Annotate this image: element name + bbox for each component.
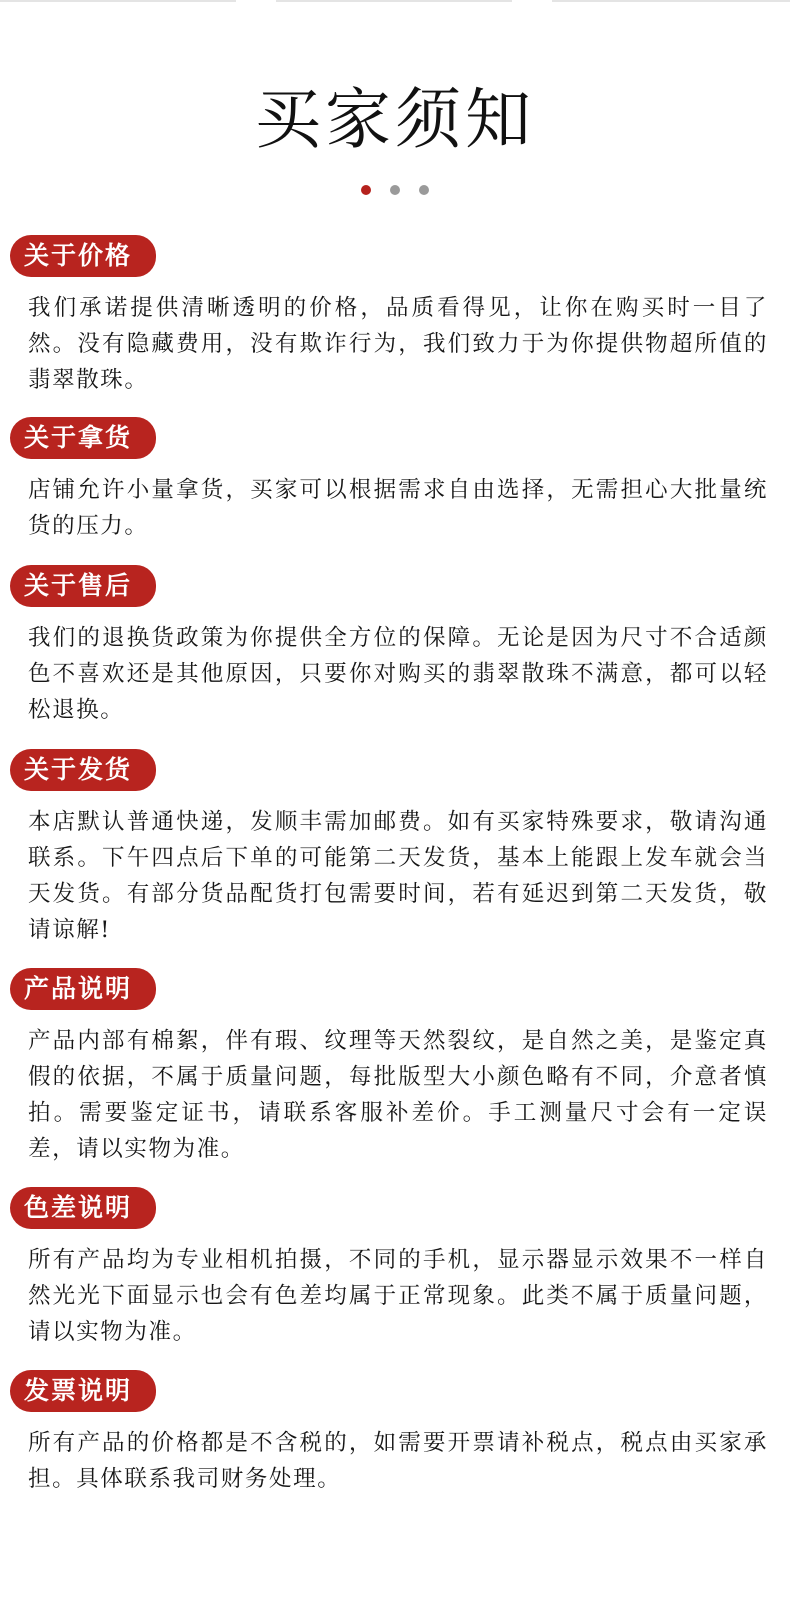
- section-badge-color: 色差说明: [10, 1187, 156, 1229]
- page-title: 买家须知: [255, 81, 535, 158]
- top-divider: [0, 0, 790, 3]
- page-indicator: [0, 185, 790, 195]
- section-badge-after-sales: 关于售后: [10, 565, 156, 607]
- section-badge-product: 产品说明: [10, 968, 156, 1010]
- section-text-price: 我们承诺提供清晰透明的价格，品质看得见，让你在购买时一目了然。没有隐藏费用，没有欺诈行为，我们致力于为你提供物超所值的翡翠散珠。: [28, 295, 768, 393]
- indicator-dot-active: [361, 185, 371, 195]
- section-text-product: 产品内部有棉絮，伴有瑕、纹理等天然裂纹，是自然之美，是鉴定真假的依据，不属于质量问题，每批版型大小颜色略有不同，介意者慎拍。需要鉴定证书，请联系客服补差价。手工测量尺寸会有一定误差，请以实物为准。: [28, 1028, 768, 1162]
- indicator-dot: [390, 185, 400, 195]
- section-text-after-sales: 我们的退换货政策为你提供全方位的保障。无论是因为尺寸不合适颜色不喜欢还是其他原因，只要你对购买的翡翠散珠不满意，都可以轻松退换。: [28, 625, 768, 723]
- section-badge-pickup: 关于拿货: [10, 417, 156, 459]
- section-badge-shipping: 关于发货: [10, 749, 156, 791]
- indicator-dot: [419, 185, 429, 195]
- section-badge-price: 关于价格: [10, 235, 156, 277]
- section-text-color: 所有产品均为专业相机拍摄，不同的手机，显示器显示效果不一样自然光光下面显示也会有色差均属于正常现象。此类不属于质量问题，请以实物为准。: [28, 1247, 768, 1345]
- section-text-shipping: 本店默认普通快递，发顺丰需加邮费。如有买家特殊要求，敬请沟通联系。下午四点后下单的可能第二天发货，基本上能跟上发车就会当天发货。有部分货品配货打包需要时间，若有延迟到第二天发货，敬请谅解!: [28, 809, 768, 943]
- section-text-pickup: 店铺允许小量拿货，买家可以根据需求自由选择，无需担心大批量统货的压力。: [28, 477, 768, 539]
- section-badge-invoice: 发票说明: [10, 1370, 156, 1412]
- section-text-invoice: 所有产品的价格都是不含税的，如需要开票请补税点，税点由买家承担。具体联系我司财务处理。: [28, 1430, 768, 1492]
